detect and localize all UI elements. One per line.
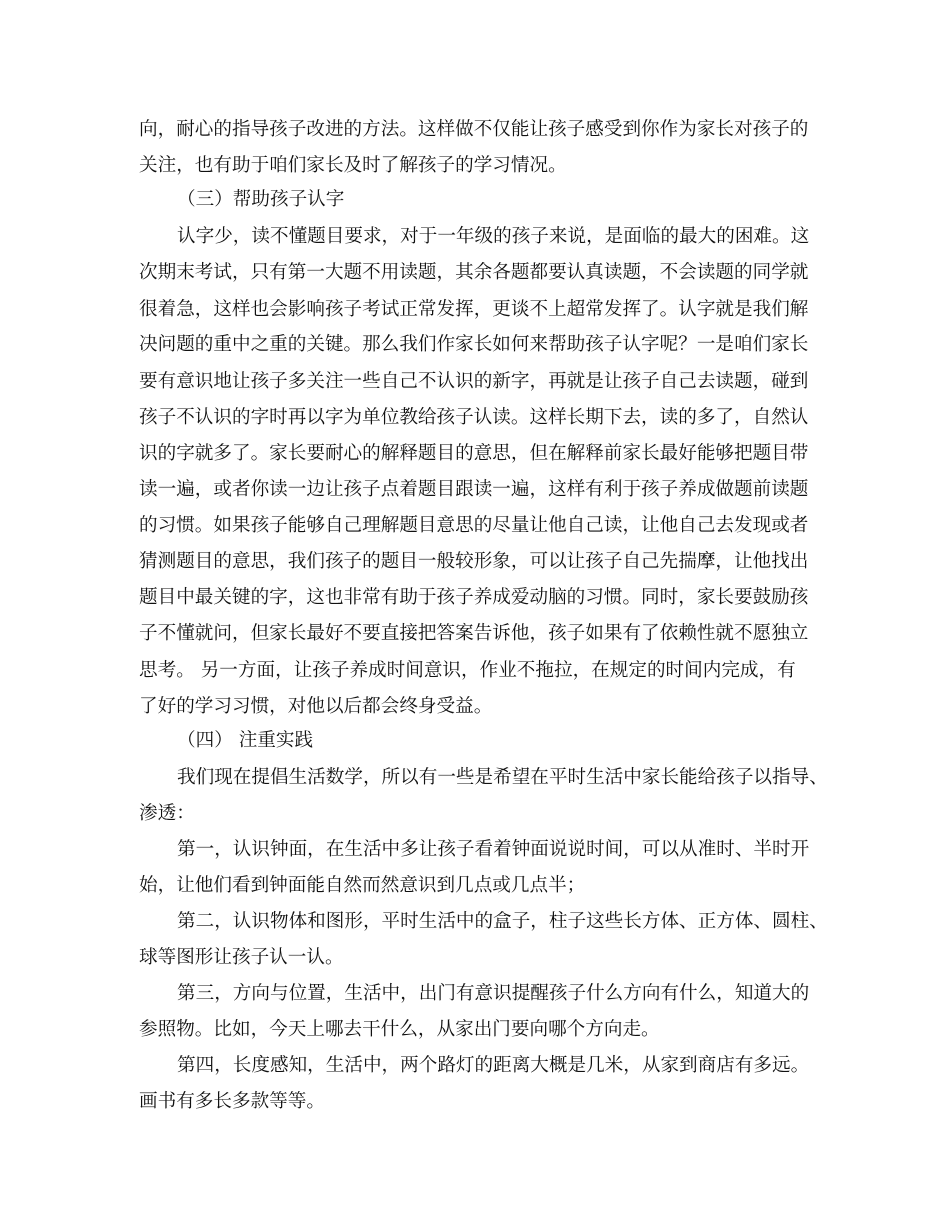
paragraph-line: 孩子不认识的字时再以字为单位教给孩子认读。这样长期下去，读的多了，自然认	[139, 407, 809, 428]
paragraph-line: 思考。 另一方面，让孩子养成时间意识，作业不拖拉，在规定的时间内完成，有	[139, 660, 796, 681]
paragraph-line: 读一遍，或者你读一边让孩子点着题目跟读一遍，这样有利于孩子养成做题前读题	[139, 479, 809, 500]
paragraph-line: 的习惯。如果孩子能够自己理解题目意思的尽量让他自己读，让他自己去发现或者	[139, 515, 809, 536]
section-heading-4: （四） 注重实践	[177, 730, 314, 751]
paragraph-line: 渗透：	[139, 803, 195, 824]
paragraph-line: 画书有多长多款等等。	[139, 1091, 325, 1112]
paragraph-line: 猜测题目的意思，我们孩子的题目一般较形象，可以让孩子自己先揣摩，让他找出	[139, 551, 809, 572]
paragraph-line: 我们现在提倡生活数学，所以有一些是希望在平时生活中家长能给孩子以指导、	[177, 767, 828, 788]
paragraph-line: 决问题的重中之重的关键。那么我们作家长如何来帮助孩子认字呢？一是咱们家长	[139, 334, 809, 355]
paragraph-line: 第一，认识钟面，在生活中多让孩子看着钟面说说时间，可以从准时、半时开	[177, 839, 810, 860]
paragraph-line: 第二，认识物体和图形，平时生活中的盒子，柱子这些长方体、正方体、圆柱、	[177, 911, 828, 932]
paragraph-line: 子不懂就问，但家长最好不要直接把答案告诉他，孩子如果有了依赖性就不愿独立	[139, 623, 809, 644]
paragraph-line: 球等图形让孩子认一认。	[139, 947, 344, 968]
paragraph-line: 向，耐心的指导孩子改进的方法。这样做不仅能让孩子感受到你作为家长对孩子的	[139, 119, 809, 140]
paragraph-line: 要有意识地让孩子多关注一些自己不认识的新字，再就是让孩子自己去读题，碰到	[139, 371, 809, 392]
paragraph-line: 了好的学习习惯，对他以后都会终身受益。	[139, 696, 493, 717]
paragraph-line: 题目中最关键的字，这也非常有助于孩子养成爱动脑的习惯。同时，家长要鼓励孩	[139, 587, 809, 608]
paragraph-line: 第四，长度感知，生活中，两个路灯的距离大概是几米，从家到商店有多远。	[177, 1055, 810, 1076]
paragraph-line: 参照物。比如，今天上哪去干什么，从家出门要向哪个方向走。	[139, 1019, 660, 1040]
paragraph-line: 第三，方向与位置，生活中，出门有意识提醒孩子什么方向有什么，知道大的	[177, 983, 810, 1004]
paragraph-line: 很着急，这样也会影响孩子考试正常发挥，更谈不上超常发挥了。认字就是我们解	[139, 299, 809, 320]
paragraph-line: 始，让他们看到钟面能自然而然意识到几点或几点半；	[139, 875, 586, 896]
paragraph-line: 次期末考试，只有第一大题不用读题，其余各题都要认真读题，不会读题的同学就	[139, 262, 809, 283]
paragraph-line: 认字少，读不懂题目要求，对于一年级的孩子来说，是面临的最大的困难。这	[177, 226, 810, 247]
section-heading-3: （三）帮助孩子认字	[177, 189, 345, 210]
paragraph-line: 识的字就多了。家长要耐心的解释题目的意思，但在解释前家长最好能够把题目带	[139, 443, 809, 464]
paragraph-line: 关注，也有助于咱们家长及时了解孩子的学习情况。	[139, 155, 567, 176]
